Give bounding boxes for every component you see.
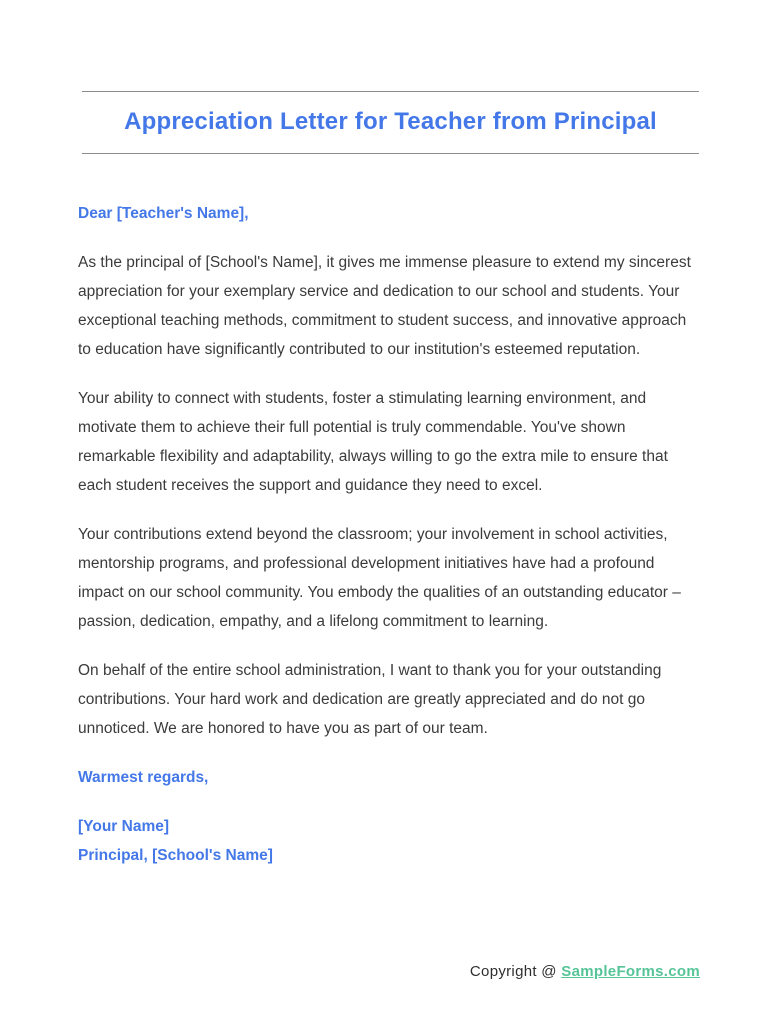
copyright-text: Copyright @	[469, 963, 562, 980]
letter-paragraph: On behalf of the entire school administration, I want to thank you for your outstanding contributions. Your hard work and dedication are greatly appreciated and do not go unnoticed. We are honored to have you as part of our team.	[78, 662, 662, 737]
letter-paragraph: Your ability to connect with students, foster a stimulating learning environment, and motivate them to achieve their full potential is truly commendable. You've shown remarkable flexibility and adaptability, always willing to go the extra mile to ensure that each student receives the support and guidance they need to excel.	[78, 390, 668, 494]
copyright-footer	[470, 963, 700, 980]
signature-title: Principal, [School's Name]	[78, 847, 273, 864]
signature-block	[78, 812, 703, 870]
salutation: Dear [Teacher's Name],	[78, 205, 249, 222]
sampleforms-link[interactable]: SampleForms.com	[561, 963, 700, 980]
letter-paragraph: As the principal of [School's Name], it gives me immense pleasure to extend my sincerest appreciation for your exemplary service and dedication to our school and students. Your exceptional teaching methods, commitment to student success, and innovative approach to education have significantly contributed to our institution's esteemed reputation.	[78, 254, 691, 358]
signature-name: [Your Name]	[78, 818, 170, 835]
closing-line: Warmest regards,	[78, 769, 209, 786]
page-title: Appreciation Letter for Teacher from Principal	[124, 108, 657, 135]
letter-body	[78, 199, 703, 870]
document-header	[82, 91, 699, 154]
letter-paragraph: Your contributions extend beyond the classroom; your involvement in school activities, mentorship programs, and professional development initiatives have had a profound impact on our school community. You embody the qualities of an outstanding educator – passion, dedication, empathy, and a lifelong commitment to learning.	[78, 526, 681, 630]
title-divider-bottom	[82, 153, 699, 154]
